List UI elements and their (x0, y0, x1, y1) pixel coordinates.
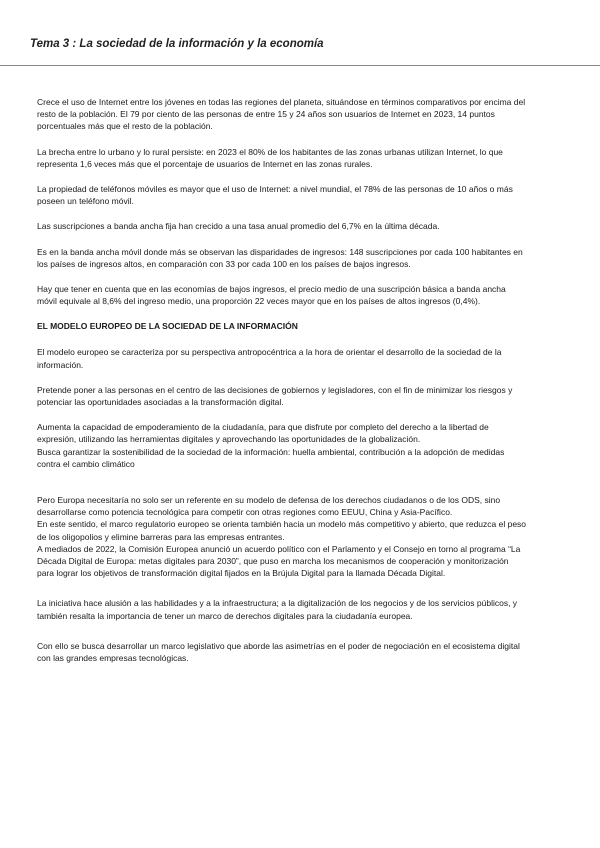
document-body (37, 96, 527, 677)
paragraph-mobile-ownership: La propiedad de teléfonos móviles es mayor que el uso de Internet: a nivel mundial, el 78% de las personas de 10 años o más poseen un teléfono móvil. (37, 184, 513, 207)
header-divider (0, 65, 600, 66)
page-header-title: Tema 3 : La sociedad de la información y la economía (30, 38, 324, 50)
paragraph-mobile-broadband-disparity: Es en la banda ancha móvil donde más se observan las disparidades de ingresos: 148 suscripciones por cada 100 habitantes en los países de ingresos altos, en comparación con 33 por cada 100 en los países de bajos ingresos. (37, 246, 523, 269)
paragraph-youth-internet: Crece el uso de Internet entre los jóvenes en todas las regiones del planeta, situándose en términos comparativos por encima del resto de la población. El 79 por ciento de las personas de entre 15 y 24 años son usuarios de Internet en 2023, 14 puntos porcentuales más que el resto de la población. (37, 97, 526, 132)
paragraph-tech-power: Pero Europa necesitaría no solo ser un referente en su modelo de defensa de los derechos ciudadanos o de los ODS, sino desarrollarse como potencia tecnológica para competir con otras regiones como EEUU, China y Asia-Pacífico. (37, 495, 501, 518)
paragraph-legislative-framework: Con ello se busca desarrollar un marco legislativo que aborde las asimetrías en el poder de negociación en el ecosistema digital con las grandes empresas tecnológicas. (37, 640, 520, 664)
paragraph-digital-decade: A mediados de 2022, la Comisión Europea anunció un acuerdo político con el Parlamento y el Consejo en torno al programa “La Década Digital de Europa: metas digitales para 2030”, que puso en marcha los mecanismos de cooperación y monitorización para lograr los objetivos de transformación digital fijados en la Brújula Digital para la llamada Década Digital. (37, 543, 521, 579)
paragraph-subscription-price: Hay que tener en cuenta que en las economías de bajos ingresos, el precio medio de una suscripción básica a banda ancha móvil equivale al 8,6% del ingreso medio, una proporción 22 veces mayor que en los países de altos ingresos (0,4%). (37, 284, 506, 307)
section-heading: EL MODELO EUROPEO DE LA SOCIEDAD DE LA INFORMACIÓN (37, 321, 298, 332)
paragraph-sustainability: Busca garantizar la sostenibilidad de la sociedad de la información: huella ambiental, contribución a la adopción de medidas contra el cambio climático (37, 446, 505, 469)
paragraph-empowerment: Aumenta la capacidad de empoderamiento de la ciudadanía, para que disfrute por completo del derecho a la libertad de expresión, utilizando las herramientas digitales y aprovechando las oportunidades de la globalización. (37, 422, 489, 445)
paragraph-urban-rural-gap: La brecha entre lo urbano y lo rural persiste: en 2023 el 80% de los habitantes de las zonas urbanas utilizan Internet, lo que representa 1,6 veces más que el porcentaje de usuarios de Internet en las zonas rurales. (37, 146, 503, 169)
paragraph-people-center: Pretende poner a las personas en el centro de las decisiones de gobiernos y legisladores, con el fin de minimizar los riesgos y potenciar las oportunidades asociadas a la transformación digital. (37, 384, 513, 408)
paragraph-regulatory-framework: En este sentido, el marco regulatorio europeo se orienta también hacia un modelo más competitivo y abierto, que reduzca el peso de los oligopolios y elimine barreras para las empresas entrantes. (37, 519, 527, 542)
paragraph-fixed-broadband: Las suscripciones a banda ancha fija han crecido a una tasa anual promedio del 6,7% en la última década. (37, 221, 440, 232)
paragraph-initiative: La iniciativa hace alusión a las habilidades y a la infraestructura; a la digitalización de los negocios y de los servicios públicos, y también resalta la importancia de tener un marco de derechos digitales para la ciudadanía europea. (37, 598, 518, 621)
paragraph-anthropocentric: El modelo europeo se caracteriza por su perspectiva antropocéntrica a la hora de orientar el desarrollo de la sociedad de la información. (37, 347, 502, 370)
